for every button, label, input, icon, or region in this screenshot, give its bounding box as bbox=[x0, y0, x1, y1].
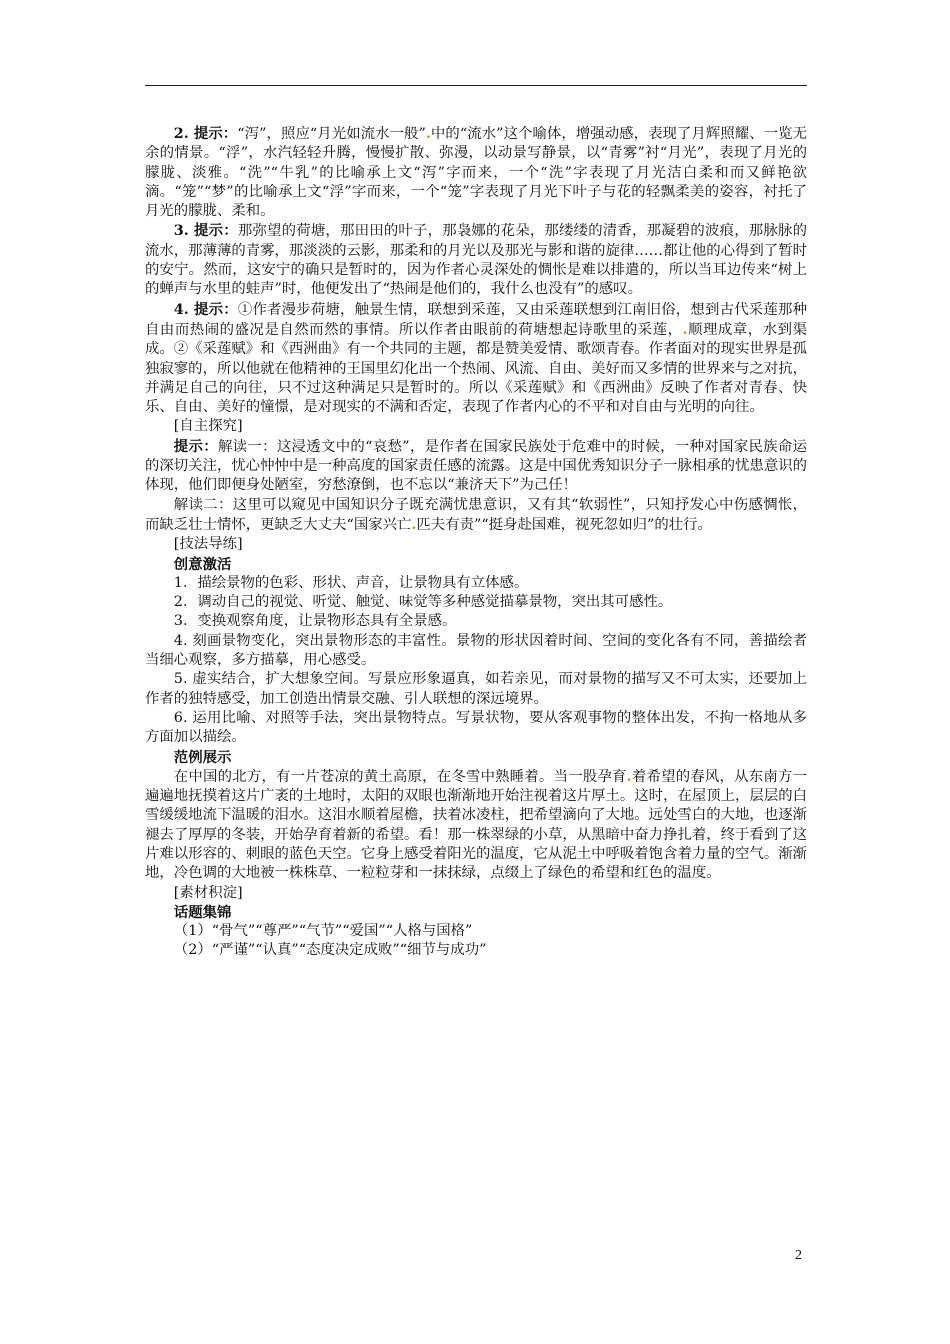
zizhu-reading-1-text: 解读一：这浸透文中的“哀愁”，是作者在国家民族处于危难中的时候，一种对国家民族命运的深切关注，忧心忡忡中是一种高度的国家责任感的流露。这是中国优秀知识分子一脉相承的忧患意识的体现，他们即便身处陋室，穷愁潦倒，也不忘以“兼济天下”为己任！ bbox=[145, 438, 807, 494]
list-item: 2．调动自己的视觉、听觉、触觉、味觉等多种感觉描摹景物，突出其可感性。 bbox=[173, 594, 673, 611]
zizhu-reading-2-text-a: 解读二：这里可以窥见中国知识分子既充满忧患意识，又有其“软弱性”，只知抒发心中伤感惆怅，而缺乏壮士情怀，更缺乏大丈夫“国家兴亡 bbox=[145, 496, 807, 533]
answer-3-text: 那弥望的荷塘，那田田的叶子，那袅娜的花朵，那缕缕的清香，那凝碧的波痕，那脉脉的流水，那薄薄的青雾，那淡淡的云影，那柔和的月光以及那光与影和谐的旋律……都让他的心得到了暂时的安宁。然而，这安宁的确只是暂时的，因为作者心灵深处的惆怅是难以排遣的，所以当耳边传来“树上的蝉声与水里的蛙声”时，他便发出了“热闹是他们的，我什么也没有”的感叹。 bbox=[145, 223, 807, 298]
mark-dot: . bbox=[626, 767, 632, 785]
topic-item: （1）“骨气”“尊严”“气节”“爱国”“人格与国格” bbox=[173, 923, 473, 940]
example-text-b: 着希望的春风，从东南方一遍遍地抚摸着这片广袤的土地时，太阳的双眼也渐渐地开始注视着这片厚土。这时，在屋顶上，层层的白雪缓缓地流下温暖的泪水。这泪水顺着屋檐，扶着冰凌柱，把希望滴向了大地。远处雪白的大地，也逐渐褪去了厚厚的冬装，开始孕育着新的希望。看！那一株翠绿的小草，从黑暗中奋力挣扎着，终于看到了这片难以形容的、刺眼的蓝色天空。它身上感受着阳光的温度，它从泥土中呼吸着饱含着力量的空气。渐渐地，冷色调的大地被一株株草、一粒粒芽和一抹抹绿，点缀上了绿色的希望和红色的温度。 bbox=[145, 768, 807, 882]
subheading-chuangyi: 创意激活 bbox=[173, 555, 232, 573]
mark-dot: . bbox=[411, 515, 417, 533]
topic-item: （2）“严谨”“认真”“态度决定成败”“细节与成功” bbox=[173, 942, 487, 959]
answer-4-label: 4. 提示： bbox=[173, 300, 238, 318]
answer-2-text-b: 中的“流水”这个喻体，增强动感，表现了月辉照耀、一览无余的情景。“浮”，水汽轻轻升腾，慢慢扩散、弥漫，以动景写静景，以“青雾”衬“月光”，表现了月光的朦胧、淡雅。“洗”“牛乳”的比喻承上文“泻”字而来，一个“洗”字表现了月光洁白柔和而又鲜艳欲滴。“笼”“梦”的比喻承上文“浮”字而来，一个“笼”字表现了月光下叶子与花的轻飘柔美的姿容，衬托了月光的朦胧、柔和。 bbox=[145, 126, 807, 220]
list-item: 5. 虚实结合，扩大想象空间。写景应形象逼真，如若亲见，而对景物的描写又不可太实，还要加上作者的独特感受，加工创造出情景交融、引人联想的深远境界。 bbox=[145, 671, 807, 707]
answer-4-text-b: 顺理成章，水到渠成。②《采莲赋》和《西洲曲》有一个共同的主题，都是赞美爱情、歌颂青春。作者面对的现实世界是孤独寂寥的，所以他就在他精神的王国里幻化出一个热闹、风流、自由、美好而又多情的世界来与之对抗，并满足自己的向往，只不过这种满足只是暂时的。所以《采莲赋》和《西洲曲》反映了作者对青春、快乐、自由、美好的憧憬，是对现实的不满和否定，表现了作者内心的不平和对自由与光明的向往。 bbox=[145, 321, 807, 416]
section-heading-sucai: [素材积淀] bbox=[173, 884, 243, 901]
answer-4-text-a: ①作者漫步荷塘，触景生情，联想到采莲，又由采莲联想到江南旧俗，想到古代采莲那种自由而热闹的盛况是自然而然的事情。所以作者由眼前的荷塘想起诗歌里的采莲， bbox=[145, 301, 807, 338]
answer-2-text-a: “泻”，照应“月光如流水一般” bbox=[237, 126, 426, 142]
zizhu-reading-2-text-b: 匹夫有责”“挺身赴国难，视死忽如归”的壮行。 bbox=[416, 516, 712, 533]
page-content bbox=[145, 124, 807, 961]
list-item: 4. 刻画景物变化，突出景物形态的丰富性。景物的形状因着时间、空间的变化各有不同，善描绘者当细心观察，多方描摹，用心感受。 bbox=[145, 632, 807, 669]
answer-2 bbox=[145, 124, 807, 221]
list-item: 1．描绘景物的色彩、形状、声音，让景物具有立体感。 bbox=[173, 574, 529, 591]
answer-3 bbox=[145, 221, 807, 299]
answer-2-label: 2. 提示： bbox=[173, 125, 238, 142]
subheading-topics: 话题集锦 bbox=[173, 903, 232, 921]
zizhu-label: 提示： bbox=[173, 437, 218, 455]
page-number: 2 bbox=[795, 1248, 802, 1263]
section-heading-zizhu: [自主探究] bbox=[173, 418, 243, 435]
subheading-example: 范例展示 bbox=[173, 748, 232, 766]
mark-dot: . bbox=[425, 125, 431, 142]
zizhu-reading-2 bbox=[145, 496, 807, 536]
example-paragraph bbox=[145, 767, 807, 884]
answer-3-label: 3. 提示： bbox=[173, 222, 238, 240]
list-item: 3．变换观察角度，让景物形态具有全景感。 bbox=[173, 613, 457, 630]
list-item: 6. 运用比喻、对照等手法，突出景物特点。写景状物，要从客观事物的整体出发，不拘一格地从多方面加以描绘。 bbox=[145, 709, 807, 746]
section-heading-jifa: [技法导练] bbox=[173, 536, 243, 553]
header-rule bbox=[145, 85, 807, 86]
example-text-a: 在中国的北方，有一片苍凉的黄土高原，在冬雪中熟睡着。当一股孕育 bbox=[173, 768, 627, 785]
zizhu-reading-1 bbox=[145, 437, 807, 496]
answer-4 bbox=[145, 300, 807, 418]
mark-dot: . bbox=[682, 320, 688, 338]
